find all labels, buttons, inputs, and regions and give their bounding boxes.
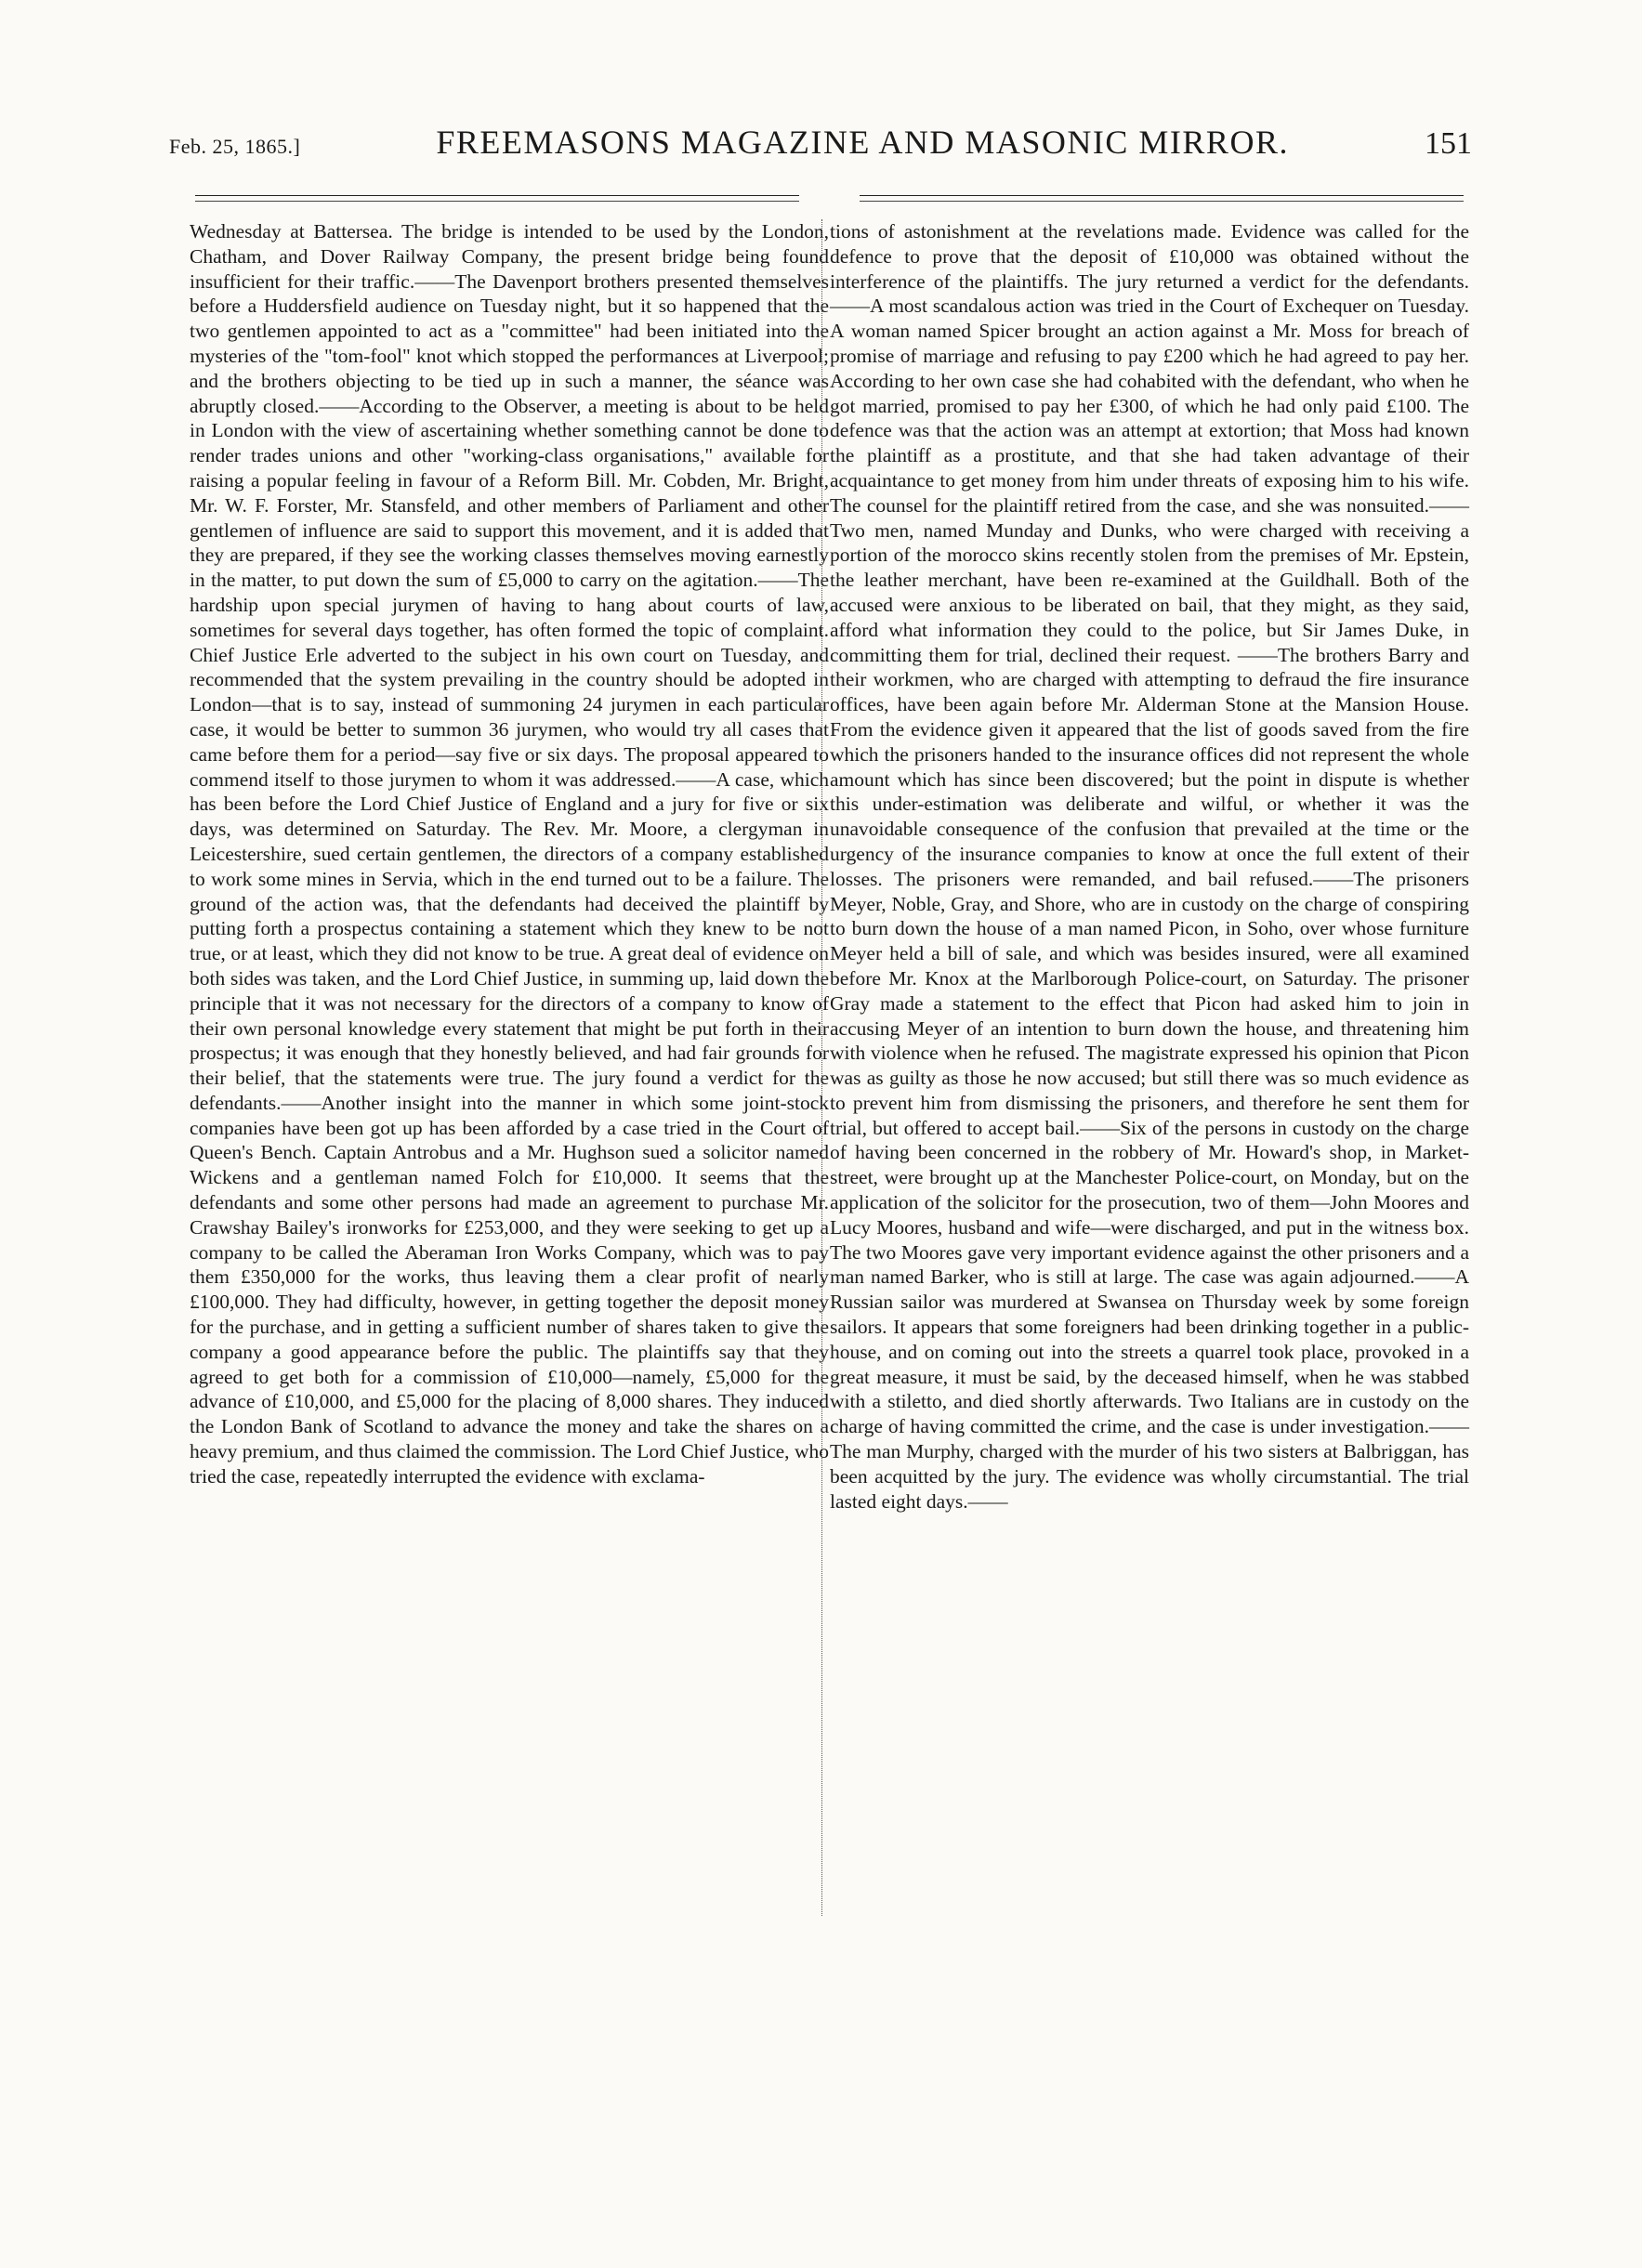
header-rule-left xyxy=(195,195,799,202)
right-column xyxy=(830,219,1469,1514)
column-divider xyxy=(821,219,822,1916)
left-column xyxy=(190,219,829,1489)
masthead-title: FREEMASONS MAGAZINE AND MASONIC MIRROR. xyxy=(436,124,1289,161)
header-rule-right xyxy=(860,195,1464,202)
left-column-text: Wednesday at Battersea. The bridge is intended to be used by the London, Chatham, and Dover Railway Company, the present bridge being found insufficient for their traffic.——The Davenport brothers presented themselves before a Huddersfield audience on Tuesday night, but it so happened that the two gentlemen appointed to act as a "committee" had been initiated into the mysteries of the "tom-fool" knot which stopped the performances at Liverpool; and the brothers objecting to be tied up in such a manner, the séance was abruptly closed.——According to the Observer, a meeting is about to be held in London with the view of ascertaining whether something cannot be done to render trades unions and other "working-class organisations," available for raising a popular feeling in favour of a Reform Bill. Mr. Cobden, Mr. Bright, Mr. W. F. Forster, Mr. Stansfeld, and other members of Parliament and other gentlemen of influence are said to support this movement, and it is added that they are prepared, if they see the working classes themselves moving earnestly in the matter, to put down the sum of £5,000 to carry on the agitation.——The hardship upon special jurymen of having to hang about courts of law, sometimes for several days together, has often formed the topic of complaint. Chief Justice Erle adverted to the subject in his own court on Tuesday, and recommended that the system prevailing in the country should be adopted in London—that is to say, instead of summoning 24 jurymen in each particular case, it would be better to summon 36 jurymen, who would try all cases that came before them for a period—say five or six days. The proposal appeared to commend itself to those jurymen to whom it was addressed.——A case, which has been before the Lord Chief Justice of England and a jury for five or six days, was determined on Saturday. The Rev. Mr. Moore, a clergyman in Leicestershire, sued certain gentlemen, the directors of a company established to work some mines in Servia, which in the end turned out to be a failure. The ground of the action was, that the defendants had deceived the plaintiff by putting forth a prospectus containing a statement which they knew to be not true, or at least, which they did not know to be true. A great deal of evidence on both sides was taken, and the Lord Chief Justice, in summing up, laid down the principle that it was not necessary for the directors of a company to know of their own personal knowledge every statement that might be put forth in their prospectus; it was enough that they honestly believed, and had fair grounds for their belief, that the statements were true. The jury found a verdict for the defendants.——Another insight into the manner in which some joint-stock companies have been got up has been afforded by a case tried in the Court of Queen's Bench. Captain Antrobus and a Mr. Hughson sued a solicitor named Wickens and a gentleman named Folch for £10,000. It seems that the defendants and some other persons had made an agreement to purchase Mr. Crawshay Bailey's ironworks for £253,000, and they were seeking to get up a company to be called the Aberaman Iron Works Company, which was to pay them £350,000 for the works, thus leaving them a clear profit of nearly £100,000. They had difficulty, however, in getting together the deposit money for the purchase, and in getting a sufficient number of shares taken to give the company a good appearance before the public. The plaintiffs say that they agreed to get both for a commission of £10,000—namely, £5,000 for the advance of £10,000, and £5,000 for the placing of 8,000 shares. They induced the London Bank of Scotland to advance the money and take the shares on a heavy premium, and thus claimed the commission. The Lord Chief Justice, who tried the case, repeatedly interrupted the evidence with exclama- xyxy=(190,220,829,1488)
issue-date: Feb. 25, 1865.] xyxy=(169,135,301,158)
right-column-text: tions of astonishment at the revelations made. Evidence was called for the defence to prove that the deposit of £10,000 was obtained without the interference of the plaintiffs. The jury returned a verdict for the defendants.——A most scandalous action was tried in the Court of Exchequer on Tuesday. A woman named Spicer brought an action against a Mr. Moss for breach of promise of marriage and refusing to pay £200 which he had agreed to pay her. According to her own case she had cohabited with the defendant, who when he got married, promised to pay her £300, of which he had only paid £100. The defence was that the action was an attempt at extortion; that Moss had known the plaintiff as a prostitute, and that she had taken advantage of their acquaintance to get money from him under threats of exposing him to his wife. The counsel for the plaintiff retired from the case, and she was nonsuited.——Two men, named Munday and Dunks, who were charged with receiving a portion of the morocco skins recently stolen from the premises of Mr. Epstein, the leather merchant, have been re-examined at the Guildhall. Both of the accused were anxious to be liberated on bail, that they might, as they said, afford what information they could to the police, but Sir James Duke, in committing them for trial, declined their request. ——The brothers Barry and their workmen, who are charged with attempting to defraud the fire insurance offices, have been again before Mr. Alderman Stone at the Mansion House. From the evidence given it appeared that the list of goods saved from the fire which the prisoners handed to the insurance offices did not represent the whole amount which has since been discovered; but the point in dispute is whether this under-estimation was deliberate and wilful, or whether it was the unavoidable consequence of the confusion that prevailed at the time or the urgency of the insurance companies to know at once the full extent of their losses. The prisoners were remanded, and bail refused.——The prisoners Meyer, Noble, Gray, and Shore, who are in custody on the charge of conspiring to burn down the house of a man named Picon, in Soho, over whose furniture Meyer held a bill of sale, and which was besides insured, were all examined before Mr. Knox at the Marlborough Police-court, on Saturday. The prisoner Gray made a statement to the effect that Picon had asked him to join in accusing Meyer of an intention to burn down the house, and threatening him with violence when he refused. The magistrate expressed his opinion that Picon was as guilty as those he now accused; but still there was so much evidence as to prevent him from dismissing the prisoners, and therefore he sent them for trial, but offered to accept bail.——Six of the persons in custody on the charge of having been concerned in the robbery of Mr. Howard's shop, in Market-street, were brought up at the Manchester Police-court, on Monday, but on the application of the solicitor for the prosecution, two of them—John Moores and Lucy Moores, husband and wife—were discharged, and put in the witness box. The two Moores gave very important evidence against the other prisoners and a man named Barker, who is still at large. The case was again adjourned.——A Russian sailor was murdered at Swansea on Thursday week by some foreign sailors. It appears that some foreigners had been drinking together in a public-house, and on coming out into the streets a quarrel took place, provoked in a great measure, it must be said, by the deceased himself, when he was stabbed with a stiletto, and died shortly afterwards. Two Italians are in custody on the charge of having committed the crime, and the case is under investigation.——The man Murphy, charged with the murder of his two sisters at Balbriggan, has been acquitted by the jury. The evidence was wholly circumstantial. The trial lasted eight days.—— xyxy=(830,220,1469,1513)
page-number: 151 xyxy=(1425,126,1472,161)
page-header xyxy=(169,123,1472,178)
